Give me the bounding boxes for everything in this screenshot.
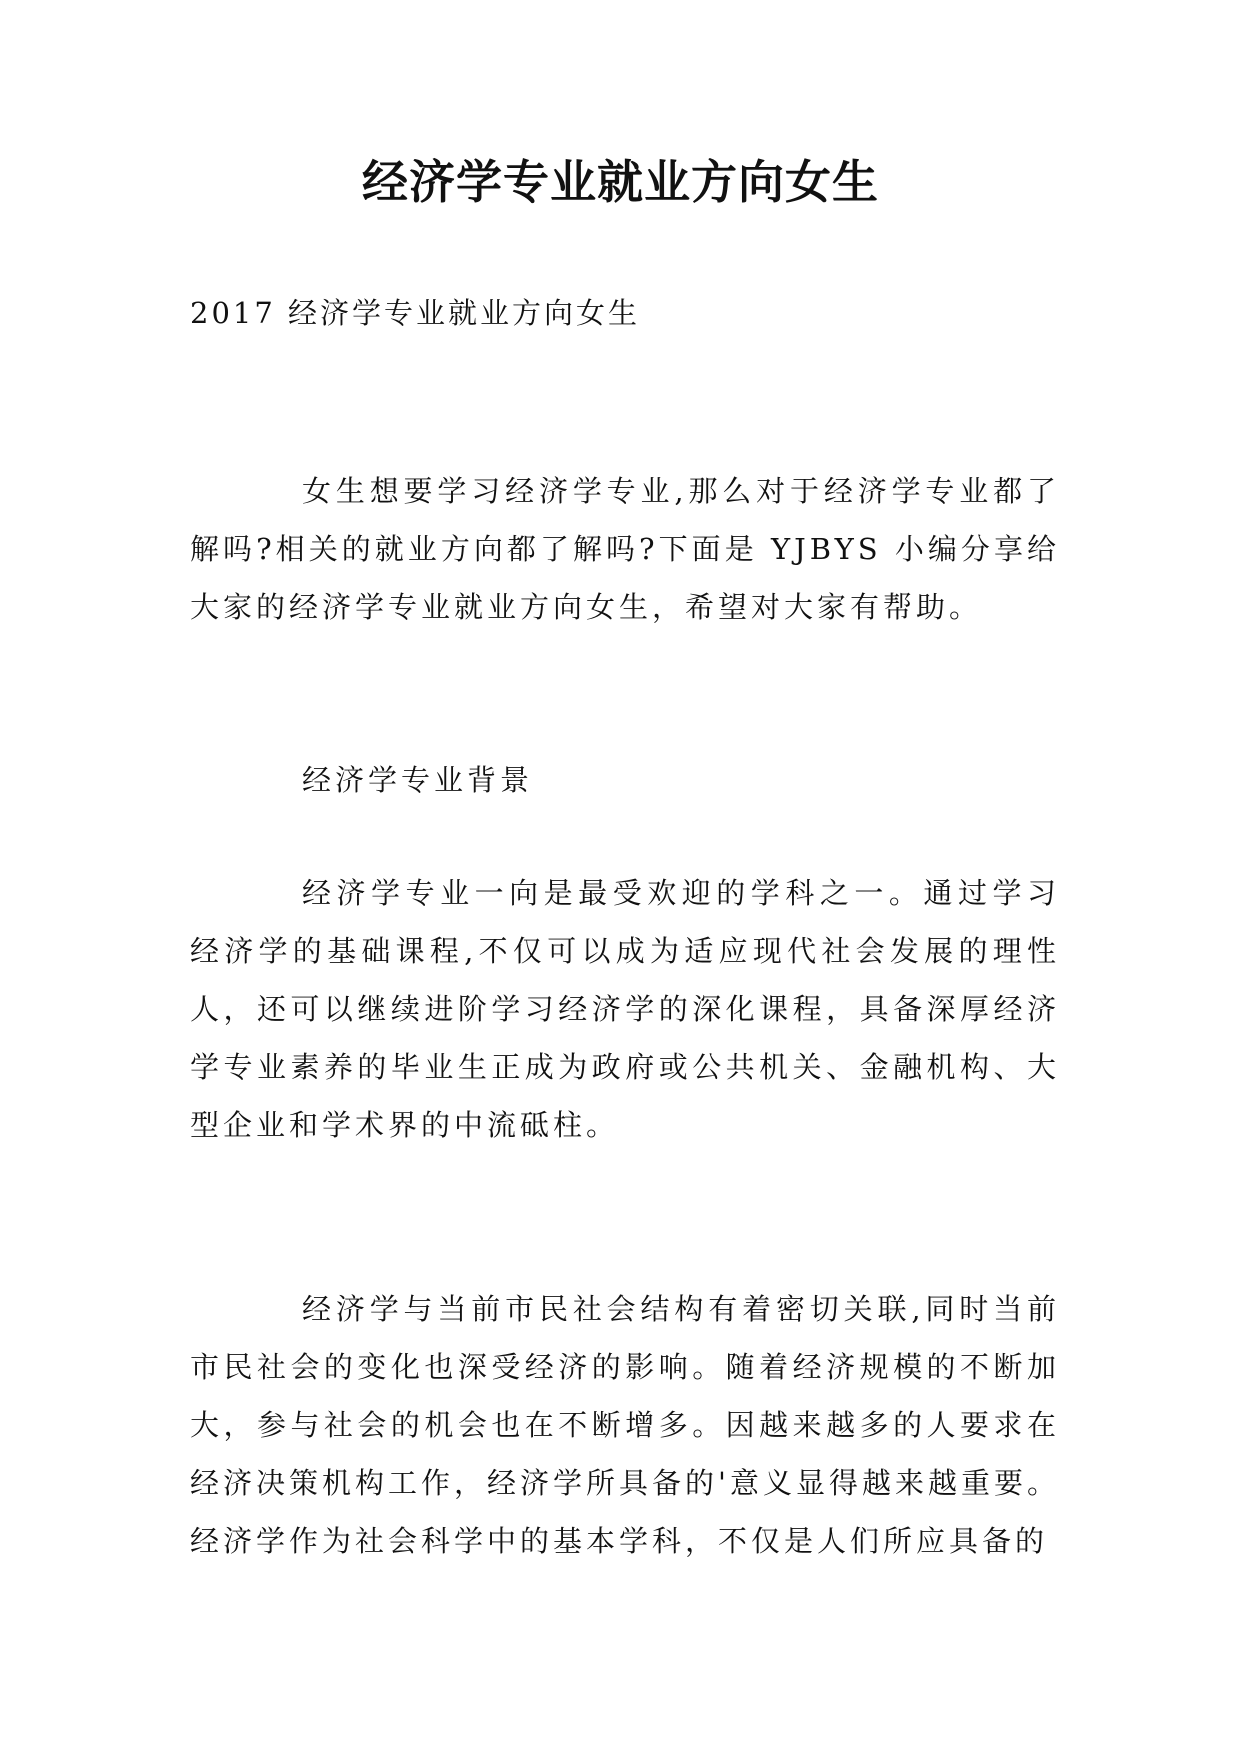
background-paragraph: 经济学专业一向是最受欢迎的学科之一。通过学习经济学的基础课程,不仅可以成为适应现代社会发展的理性人，还可以继续进阶学习经济学的深化课程，具备深厚经济学专业素养的毕业生正成为政府或公共机关、金融机构、大型企业和学术界的中流砥柱。 bbox=[190, 876, 1060, 1142]
document-title: 经济学专业就业方向女生 bbox=[362, 155, 879, 209]
society-paragraph: 经济学与当前市民社会结构有着密切关联,同时当前市民社会的变化也深受经济的影响。随着经济规模的不断加大，参与社会的机会也在不断增多。因越来越多的人要求在经济决策机构工作，经济学所具备的'意义显得越来越重要。经济学作为社会科学中的基本学科，不仅是人们所应具备的 bbox=[190, 1292, 1060, 1558]
document-subtitle: 2017 经济学专业就业方向女生 bbox=[190, 296, 641, 330]
intro-paragraph: 女生想要学习经济学专业,那么对于经济学专业都了解吗?相关的就业方向都了解吗?下面是 YJBYS 小编分享给大家的经济学专业就业方向女生，希望对大家有帮助。 bbox=[190, 474, 1060, 624]
section-heading: 经济学专业背景 bbox=[302, 763, 534, 797]
